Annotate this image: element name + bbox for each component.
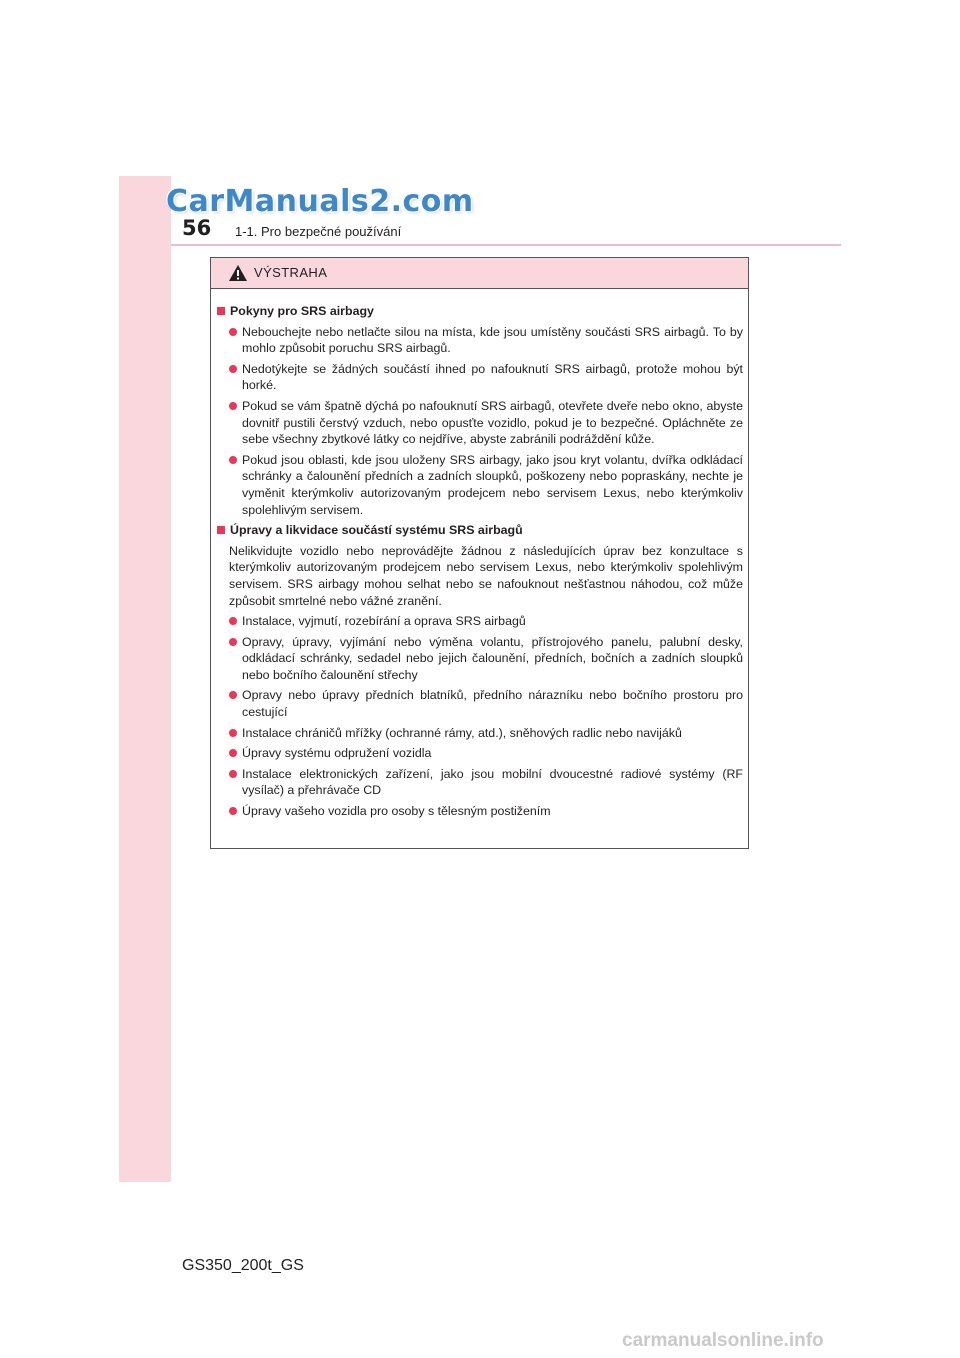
bullet-dot-icon	[229, 729, 237, 737]
list-item: Instalace chráničů mřížky (ochranné rámy, atd.), sněhových radlic nebo navijáků	[217, 725, 743, 742]
bullet-dot-icon	[229, 749, 237, 757]
list-item: Opravy nebo úpravy předních blatníků, předního nárazníku nebo bočního prostoru pro cestující	[217, 687, 743, 720]
bullet-dot-icon	[229, 365, 237, 373]
document-code: GS350_200t_GS	[182, 1257, 304, 1274]
list-item: Pokud se vám špatně dýchá po nafouknutí SRS airbagů, otevřete dveře nebo okno, abyste dovnitř pustili čerstvý vzduch, nebo opusťte vozidlo, pokud je to bezpečné. Opláchněte ze sebe všechny zbytkové látky co nejdříve, abyste zabránili podráždění kůže.	[217, 398, 743, 448]
page-number: 56	[182, 216, 212, 240]
list-item: Instalace, vyjmutí, rozebírání a oprava SRS airbagů	[217, 613, 743, 630]
warning-title: VÝSTRAHA	[254, 265, 328, 280]
bullet-dot-icon	[229, 691, 237, 699]
warning-triangle-icon	[228, 264, 248, 282]
list-item: Úpravy systému odpružení vozidla	[217, 745, 743, 762]
list-item: Nedotýkejte se žádných součástí ihned po nafouknutí SRS airbagů, protože mohou být horké.	[217, 361, 743, 394]
square-bullet-icon	[217, 526, 225, 534]
list-item: Nebouchejte nebo netlačte silou na místa, kde jsou umístěny součásti SRS airbagů. To by mohlo způsobit poruchu SRS airbagů.	[217, 324, 743, 357]
watermark-site: carmanualsonline.info	[622, 1330, 824, 1351]
bullet-dot-icon	[229, 807, 237, 815]
bullet-dot-icon	[229, 638, 237, 646]
list-item: Opravy, úpravy, vyjímání nebo výměna volantu, přístrojového panelu, palubní desky, odkládací schránky, sedadel nebo jejich čalounění, předních, bočních a zadních sloupků nebo bočního čalounění střechy	[217, 634, 743, 684]
list-item: Úpravy vašeho vozidla pro osoby s tělesným postižením	[217, 803, 743, 820]
list-item: Instalace elektronických zařízení, jako jsou mobilní dvoucestné radiové systémy (RF vysílač) a přehrávače CD	[217, 766, 743, 799]
square-bullet-icon	[217, 307, 225, 315]
header-rule	[171, 244, 841, 246]
section-heading: Pokyny pro SRS airbagy	[217, 303, 743, 320]
warning-body	[211, 289, 748, 820]
section-title: 1-1. Pro bezpečné používání	[235, 224, 402, 239]
bullet-dot-icon	[229, 456, 237, 464]
watermark-logo: CarManuals2.com	[166, 184, 474, 219]
bullet-dot-icon	[229, 617, 237, 625]
warning-header	[211, 258, 748, 289]
section-heading: Úpravy a likvidace součástí systému SRS airbagů	[217, 522, 743, 539]
warning-box	[210, 257, 749, 849]
list-item: Pokud jsou oblasti, kde jsou uloženy SRS airbagy, jako jsou kryt volantu, dvířka odkládací schránky a čalounění předních a zadních sloupků, poškozeny nebo popraskány, nechte je vyměnit kterýmkoliv autorizovaným prodejcem nebo servisem Lexus, nebo kterýmkoliv spolehlivým servisem.	[217, 452, 743, 518]
bullet-dot-icon	[229, 328, 237, 336]
side-color-band	[119, 176, 171, 1182]
bullet-dot-icon	[229, 402, 237, 410]
section-paragraph: Nelikvidujte vozidlo nebo neprovádějte žádnou z následujících úprav bez konzultace s kterýmkoliv autorizovaným prodejcem nebo servisem Lexus, nebo kterýmkoliv spolehlivým servisem. SRS airbagy mohou selhat nebo se nafouknout nešťastnou náhodou, což může způsobit smrtelné nebo vážné zranění.	[229, 543, 743, 608]
bullet-dot-icon	[229, 770, 237, 778]
